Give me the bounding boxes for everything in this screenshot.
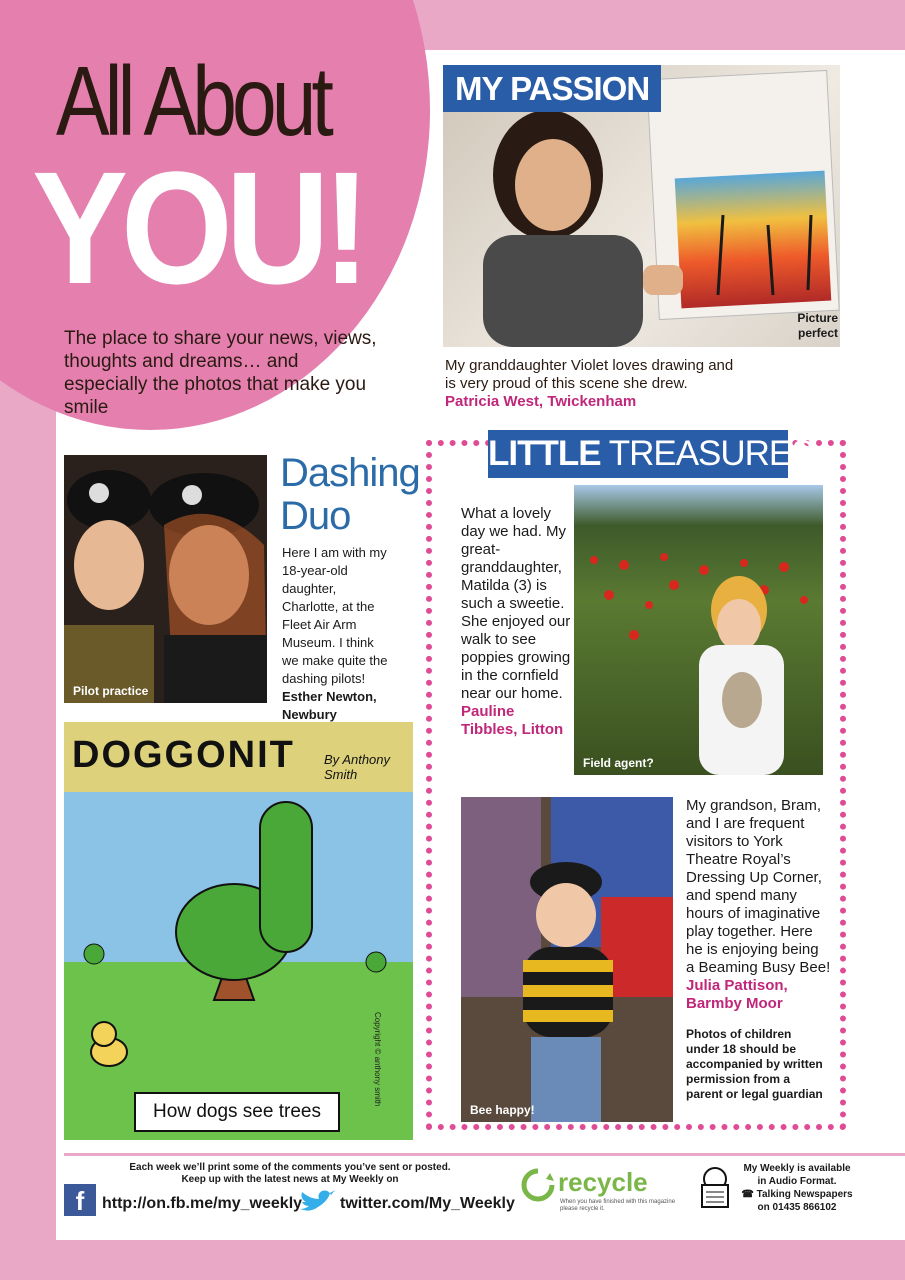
comic-caption: How dogs see trees (134, 1092, 340, 1132)
passion-author: Patricia West, Twickenham (445, 393, 637, 410)
footer-divider (64, 1153, 905, 1156)
duo-photo (64, 455, 267, 703)
title-you: YOU! (32, 138, 364, 317)
bee-costume-photo (461, 797, 673, 1122)
permission-note: Photos of children under 18 should be accompanied by written permission from a parent or legal guardian (686, 1027, 823, 1101)
facebook-link[interactable]: http://on.fb.me/my_weekly (102, 1195, 303, 1212)
duo-title-line2: Duo (280, 494, 351, 538)
facebook-icon[interactable]: f (64, 1184, 96, 1216)
audio-line2: in Audio Format. (757, 1176, 837, 1187)
comic-byline-author: Anthony Smith (324, 752, 391, 782)
story1-text: What a lovely day we had. My great-granddaughter, Matilda (3) is such a sweetie. She enjoyed our walk to see poppies growing in the cornfield near our home. (461, 505, 571, 702)
footer-comments-line1: Each week we’ll print some of the comments you’ve sent or posted. (129, 1162, 451, 1173)
treasures-banner-bold: LITTLE (488, 434, 601, 473)
recycle-word: recycle (558, 1167, 648, 1197)
audio-format-info (734, 1162, 860, 1214)
passion-story (445, 357, 745, 411)
duo-author: Esther Newton, Newbury (282, 689, 377, 722)
title-all-about: All About (56, 46, 329, 156)
audio-line3: ☎ Talking Newspapers (741, 1189, 853, 1200)
dashing-duo-title (280, 452, 420, 538)
poppy-girl-illustration (574, 485, 823, 775)
recycle-icon (520, 1167, 556, 1203)
comic-title: DOGGONIT (72, 734, 295, 776)
story2-author: Julia Pattison, Barmby Moor (686, 977, 788, 1012)
two-pilots-illustration (64, 455, 267, 703)
bee-boy-illustration (461, 797, 673, 1122)
story2-text: My grandson, Bram, and I are frequent visitors to York Theatre Royal’s Dressing Up Corner, and spend many hours of imaginative play together. Here he is enjoying being a Beaming Busy Bee! (686, 797, 831, 976)
story1-author: Pauline Tibbles, Litton (461, 703, 564, 738)
audio-line1: My Weekly is available (743, 1163, 851, 1174)
talking-newspaper-icon (696, 1165, 734, 1213)
audio-line4: on 01435 866102 (757, 1202, 837, 1213)
comic-byline-by: By (324, 752, 340, 767)
doggonit-comic (64, 722, 413, 1140)
tree-dog-illustration (64, 722, 413, 1140)
intro-text: The place to share your news, views, thoughts and dreams… and especially the photos that make you smile (64, 328, 377, 418)
comic-copyright: Copyright © anthony smith (373, 1012, 382, 1107)
passion-photo-caption (788, 311, 838, 341)
footer-comments-line2: Keep up with the latest news at My Weekly on (181, 1174, 399, 1185)
passion-caption-line1: Picture (797, 311, 838, 325)
passion-caption-line2: perfect (797, 326, 838, 340)
duo-story (282, 544, 392, 724)
footer-comments (90, 1162, 490, 1186)
recycle-subtext: When you have finished with this magazine please recycle it. (560, 1199, 676, 1212)
story2-photo-caption: Bee happy! (470, 1103, 535, 1117)
my-passion-banner: MY PASSION (443, 65, 661, 112)
treasures-story-2 (686, 797, 831, 1013)
twitter-link[interactable]: twitter.com/My_Weekly (340, 1195, 515, 1212)
treasures-banner-light: TREASURES (608, 434, 814, 473)
poppy-field-photo (574, 485, 823, 775)
little-treasures-banner (488, 430, 814, 478)
duo-title-line1: Dashing (280, 451, 420, 495)
treasures-story-1 (461, 505, 571, 739)
story1-photo-caption: Field agent? (583, 756, 654, 770)
duo-photo-caption: Pilot practice (73, 684, 149, 698)
passion-story-text: My granddaughter Violet loves drawing and is very proud of this scene she drew. (445, 357, 734, 392)
twitter-bird-icon[interactable] (298, 1187, 336, 1215)
duo-story-text: Here I am with my 18-year-old daughter, Charlotte, at the Fleet Air Arm Museum. I think we make quite the dashing pilots! (282, 545, 388, 686)
recycle-logo (520, 1165, 676, 1220)
